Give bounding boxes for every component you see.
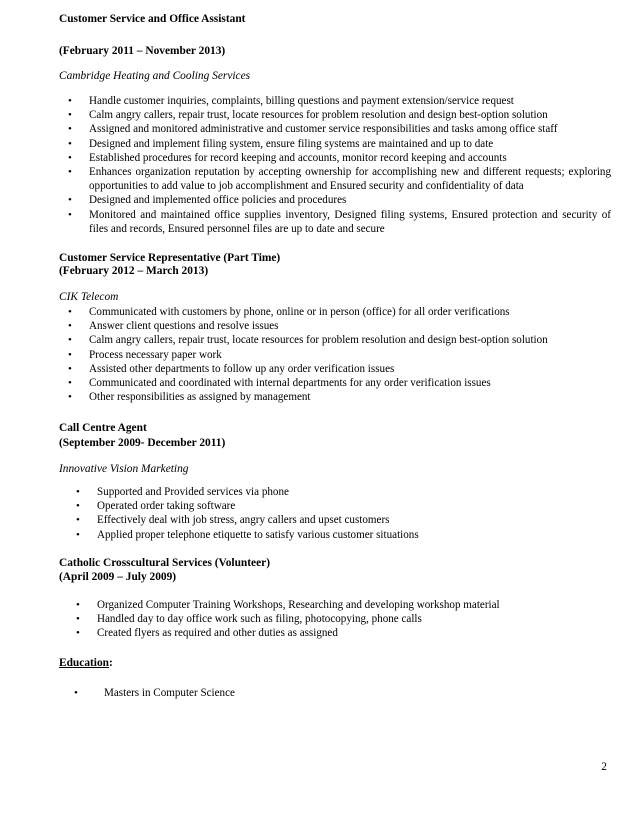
bullet-icon: •: [68, 137, 72, 150]
bullet-icon: •: [68, 348, 72, 361]
bullet-icon: •: [68, 391, 72, 404]
list-item: • Other responsibilities as assigned by management: [68, 391, 311, 404]
list-item: • Designed and implemented office policies and procedures: [68, 194, 347, 207]
employer: Innovative Vision Marketing: [59, 463, 189, 475]
duties-list: [68, 94, 611, 236]
job-dates: (September 2009- December 2011): [59, 437, 226, 449]
bullet-icon: •: [76, 486, 80, 498]
list-item: • Masters in Computer Science: [74, 687, 235, 699]
list-item: • Assigned and monitored administrative and customer service responsibilities and tasks among office staff: [68, 123, 558, 136]
bullet-icon: •: [76, 627, 80, 640]
job-title: Customer Service Representative (Part Time): [59, 252, 281, 264]
bullet-icon: •: [68, 151, 72, 164]
list-item: • Established procedures for record keeping and accounts, monitor record keeping and accounts: [68, 151, 507, 164]
duties-list: [68, 305, 611, 404]
list-item: • Communicated with customers by phone, online or in person (office) for all order verifications: [68, 306, 510, 318]
bullet-icon: •: [76, 613, 80, 626]
bullet-icon: •: [68, 166, 72, 179]
list-item: • Operated order taking software: [76, 500, 236, 513]
list-item: • Effectively deal with job stress, angry callers and upset customers: [76, 514, 390, 527]
duties-list: [76, 598, 611, 641]
list-item: • Handle customer inquiries, complaints, billing questions and payment extension/service request: [68, 95, 514, 107]
bullet-icon: •: [76, 500, 80, 513]
bullet-icon: •: [68, 306, 72, 318]
bullet-icon: •: [68, 95, 72, 107]
list-item: • Enhances organization reputation by accepting ownership for accomplishing new and different requests; exploring opportunities to add value to job accomplishment and Ensured security and confidentiality of data: [68, 166, 611, 193]
list-item: • Organized Computer Training Workshops, Researching and developing workshop material: [76, 599, 500, 611]
list-item: • Designed and implement filing system, ensure filing systems are maintained and up to date: [68, 137, 494, 150]
bullet-icon: •: [68, 123, 72, 136]
list-item: • Handled day to day office work such as filing, photocopying, phone calls: [76, 613, 422, 626]
job-dates: (February 2012 – March 2013): [59, 265, 209, 277]
bullet-icon: •: [74, 687, 78, 699]
employer: CIK Telecom: [59, 291, 119, 303]
education-list: [74, 686, 611, 700]
list-item: • Answer client questions and resolve issues: [68, 320, 279, 333]
bullet-icon: •: [68, 109, 72, 122]
page-number: 2: [601, 761, 607, 773]
list-item: • Calm angry callers, repair trust, locate resources for problem resolution and design best-option solution: [68, 109, 548, 122]
list-item: • Monitored and maintained office supplies inventory, Designed filing systems, Ensured protection and security of files and records, Ensured personnel files are up to date and secure: [68, 208, 611, 235]
bullet-icon: •: [68, 377, 72, 390]
bullet-icon: •: [76, 599, 80, 611]
education-heading-colon: :: [109, 657, 113, 669]
list-item: • Calm angry callers, repair trust, locate resources for problem resolution and design best-option solution: [68, 334, 548, 347]
bullet-icon: •: [68, 194, 72, 207]
bullet-icon: •: [68, 320, 72, 333]
volunteer-title: Catholic Crosscultural Services (Volunteer): [59, 557, 271, 569]
bullet-icon: •: [76, 514, 80, 527]
bullet-icon: •: [68, 334, 72, 347]
job-dates: (April 2009 – July 2009): [59, 571, 177, 583]
education-heading-text: Education: [59, 657, 110, 669]
job-dates: (February 2011 – November 2013): [59, 45, 226, 57]
education-heading: [59, 657, 113, 670]
list-item: • Applied proper telephone etiquette to satisfy various customer situations: [76, 528, 419, 541]
job-title: Customer Service and Office Assistant: [59, 13, 246, 25]
list-item: • Process necessary paper work: [68, 348, 222, 361]
bullet-icon: •: [68, 208, 72, 221]
list-item: • Supported and Provided services via phone: [76, 486, 289, 498]
bullet-icon: •: [76, 528, 80, 541]
list-item: • Communicated and coordinated with internal departments for any order verification issues: [68, 377, 491, 390]
bullet-icon: •: [68, 362, 72, 375]
list-item: • Created flyers as required and other duties as assigned: [76, 627, 338, 640]
job-title: Call Centre Agent: [59, 422, 147, 434]
employer: Cambridge Heating and Cooling Services: [59, 70, 251, 82]
duties-list: [76, 485, 611, 542]
list-item: • Assisted other departments to follow up any order verification issues: [68, 362, 395, 375]
